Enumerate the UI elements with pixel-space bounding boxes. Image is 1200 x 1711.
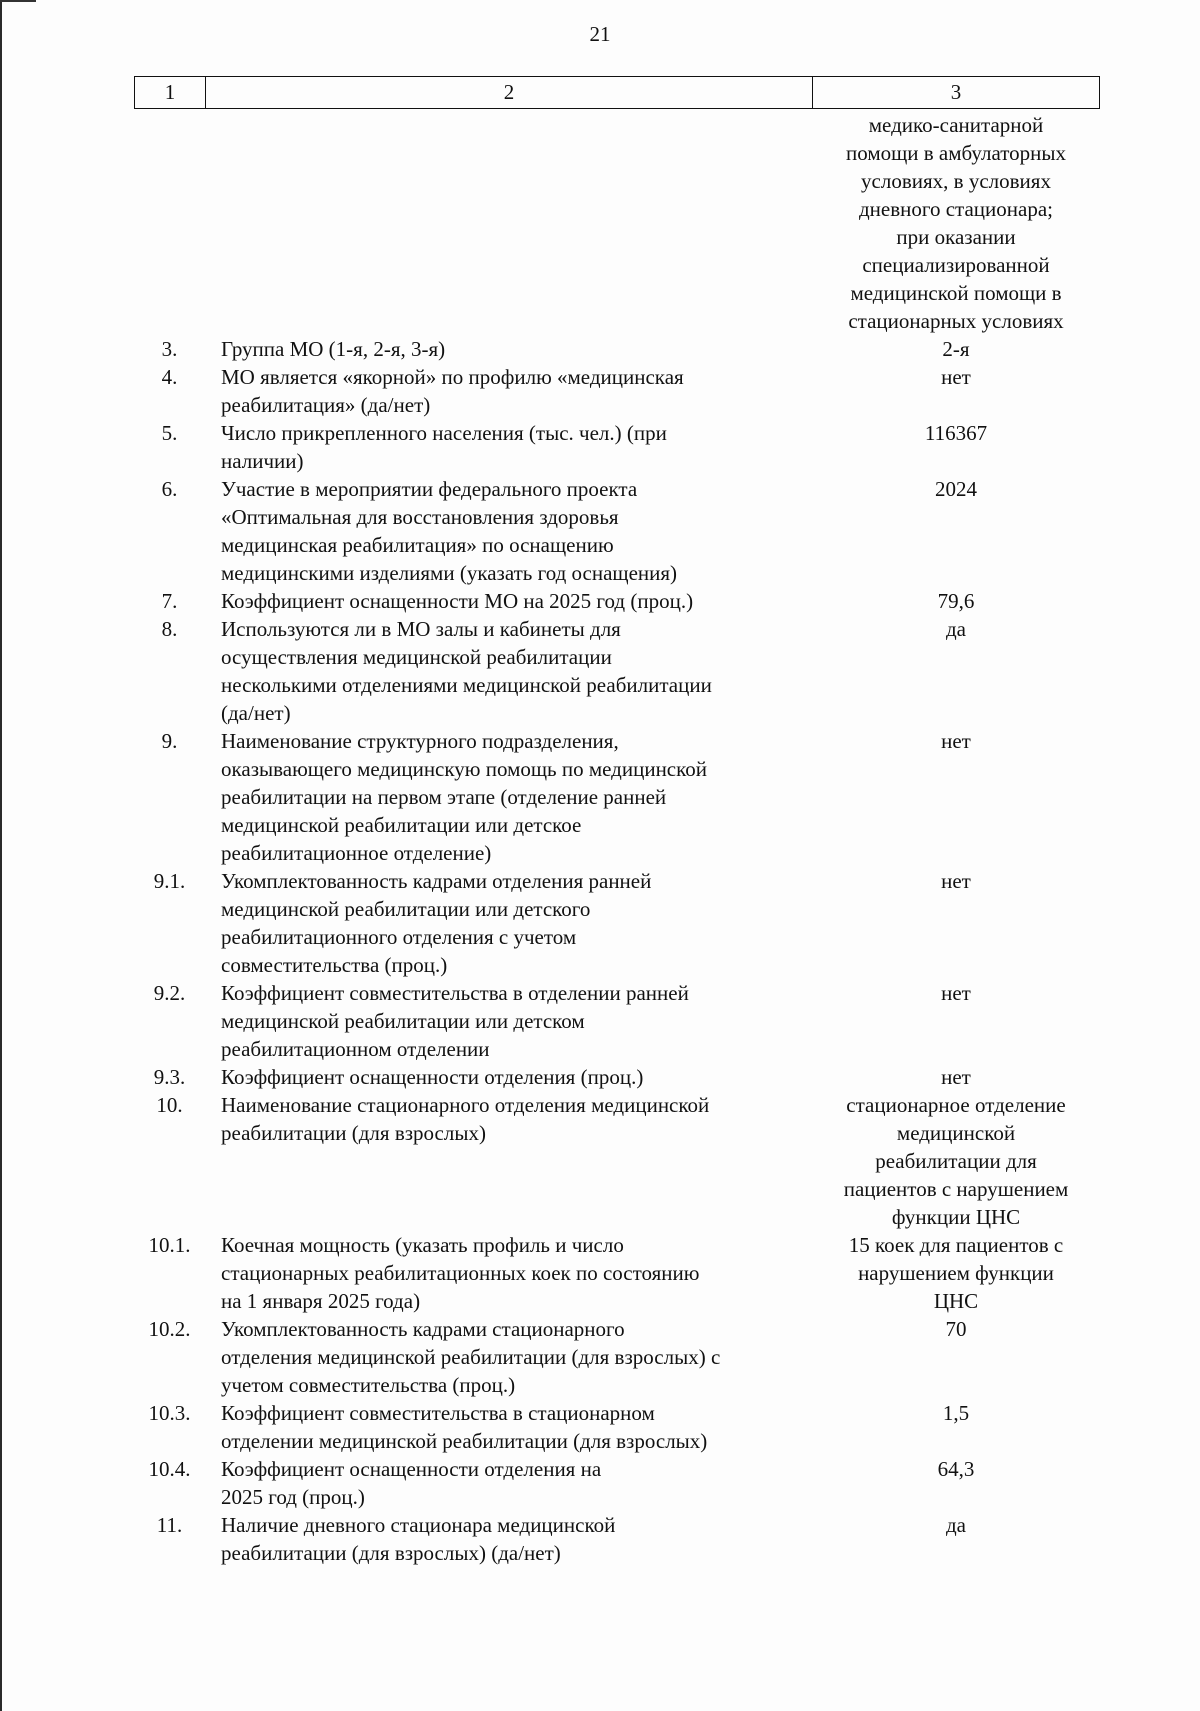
value-line: функции ЦНС (891, 1205, 1021, 1229)
value-line: да (945, 1513, 966, 1537)
description-line: Группа МО (1-я, 2-я, 3-я) (221, 337, 446, 361)
description-line: Коэффициент оснащенности отделения (проц.) (221, 1065, 644, 1089)
table-row (134, 1455, 1100, 1511)
row-value (812, 727, 1100, 867)
row-number: 9.1. (153, 869, 186, 893)
row-value (812, 419, 1100, 475)
row-value (812, 1231, 1100, 1315)
table-body (134, 111, 1100, 1567)
row-description (205, 615, 812, 727)
value-line: нарушением функции (858, 1261, 1054, 1285)
row-description (205, 1511, 812, 1567)
row-value (812, 1399, 1100, 1455)
description-line: медицинской реабилитации или детское (221, 813, 582, 837)
description-line: совместительства (проц.) (221, 953, 448, 977)
row-description (205, 335, 812, 363)
row-description (205, 1315, 812, 1399)
description-line: отделении медицинской реабилитации (для взрослых) (221, 1429, 708, 1453)
description-line: Число прикрепленного населения (тыс. чел.) (при (221, 421, 667, 445)
value-line: нет (941, 869, 971, 893)
table-row (134, 1315, 1100, 1399)
description-line: Коэффициент совместительства в стационарном (221, 1401, 655, 1425)
row-number: 9.3. (153, 1065, 186, 1089)
value-line: медико-санитарной (868, 113, 1044, 137)
value-line: 2-я (942, 337, 970, 361)
value-line: нет (941, 1065, 971, 1089)
row-number: 9. (161, 729, 178, 753)
row-description (205, 587, 812, 615)
row-value (812, 1511, 1100, 1567)
value-line: пациентов с нарушением (843, 1177, 1069, 1201)
row-value (812, 1315, 1100, 1399)
table-row (134, 335, 1100, 363)
value-line: реабилитации для (875, 1149, 1037, 1173)
row-number: 10.3. (148, 1401, 191, 1425)
description-line: медицинской реабилитации или детском (221, 1009, 585, 1033)
description-line: реабилитация» (да/нет) (221, 393, 431, 417)
description-line: осуществления медицинской реабилитации (221, 645, 612, 669)
value-line: да (945, 617, 966, 641)
description-line: Наименование стационарного отделения медицинской (221, 1093, 710, 1117)
description-line: Укомплектованность кадрами стационарного (221, 1317, 625, 1341)
row-value (812, 867, 1100, 979)
row-description (205, 1091, 812, 1231)
row-number: 8. (161, 617, 178, 641)
table-row (134, 419, 1100, 475)
description-line: Наличие дневного стационара медицинской (221, 1513, 616, 1537)
description-line: Наименование структурного подразделения, (221, 729, 619, 753)
description-line: (да/нет) (221, 701, 291, 725)
table-row (134, 1091, 1100, 1231)
row-value (812, 615, 1100, 727)
value-line: медицинской помощи в (850, 281, 1062, 305)
description-line: на 1 января 2025 года) (221, 1289, 421, 1313)
table-row (134, 1231, 1100, 1315)
description-line: оказывающего медицинскую помощь по медицинской (221, 757, 708, 781)
description-line: реабилитации на первом этапе (отделение ранней (221, 785, 667, 809)
row-number: 5. (161, 421, 178, 445)
value-line: условиях, в условиях (861, 169, 1051, 193)
row-description (205, 1455, 812, 1511)
value-line: медицинской (896, 1121, 1016, 1145)
value-line: 116367 (924, 421, 988, 445)
table-row (134, 1511, 1100, 1567)
scan-edge-top (0, 0, 36, 2)
description-line: отделения медицинской реабилитации (для взрослых) с (221, 1345, 721, 1369)
description-line: реабилитации (для взрослых) (221, 1121, 486, 1145)
table-header-row (134, 76, 1100, 109)
value-line: нет (941, 981, 971, 1005)
row-number: 6. (161, 477, 178, 501)
row-description (205, 1063, 812, 1091)
value-line: дневного стационара; (858, 197, 1053, 221)
value-line: 79,6 (937, 589, 975, 613)
row-description (205, 475, 812, 587)
row-number: 3. (161, 337, 178, 361)
description-line: Используются ли в МО залы и кабинеты для (221, 617, 621, 641)
value-line: 2024 (935, 477, 977, 501)
description-line: медицинской реабилитации или детского (221, 897, 591, 921)
value-line: стационарных условиях (848, 309, 1064, 333)
row-value (812, 363, 1100, 419)
value-line: 15 коек для пациентов с (848, 1233, 1064, 1257)
description-line: 2025 год (проц.) (221, 1485, 365, 1509)
value-line: помощи в амбулаторных (845, 141, 1067, 165)
row-description (205, 1399, 812, 1455)
row-description (205, 979, 812, 1063)
description-line: реабилитационное отделение) (221, 841, 492, 865)
table-row (134, 615, 1100, 727)
row-number: 7. (161, 589, 178, 613)
table-header-col-3: 3 (950, 80, 962, 104)
row-value (812, 335, 1100, 363)
value-line: 1,5 (942, 1401, 970, 1425)
description-line: Коечная мощность (указать профиль и число (221, 1233, 624, 1257)
row-value (812, 475, 1100, 587)
description-line: реабилитационном отделении (221, 1037, 490, 1061)
description-line: Участие в мероприятии федерального проекта (221, 477, 638, 501)
row-value (812, 1091, 1100, 1231)
row-value (812, 587, 1100, 615)
value-line: стационарное отделение (846, 1093, 1066, 1117)
row-value (812, 1063, 1100, 1091)
row-number (134, 111, 205, 335)
value-line: специализированной (862, 253, 1050, 277)
description-line: Коэффициент совместительства в отделении ранней (221, 981, 689, 1005)
table-row (134, 475, 1100, 587)
row-description (205, 867, 812, 979)
table-row (134, 867, 1100, 979)
description-line: наличии) (221, 449, 304, 473)
description-line: реабилитационного отделения с учетом (221, 925, 577, 949)
description-line: реабилитации (для взрослых) (да/нет) (221, 1541, 561, 1565)
row-description (205, 727, 812, 867)
description-line: Коэффициент оснащенности МО на 2025 год (проц.) (221, 589, 694, 613)
description-line: «Оптимальная для восстановления здоровья (221, 505, 619, 529)
table-row (134, 727, 1100, 867)
row-number: 10.4. (148, 1457, 191, 1481)
table-row (134, 587, 1100, 615)
row-value (812, 1455, 1100, 1511)
value-line: ЦНС (933, 1289, 979, 1313)
value-line: 70 (945, 1317, 967, 1341)
description-line: Коэффициент оснащенности отделения на (221, 1457, 602, 1481)
description-line: несколькими отделениями медицинской реабилитации (221, 673, 712, 697)
row-value (812, 979, 1100, 1063)
value-line: 64,3 (937, 1457, 975, 1481)
row-number: 10.1. (148, 1233, 191, 1257)
row-description (205, 419, 812, 475)
table-header-col-1: 1 (135, 77, 206, 108)
table-row (134, 1063, 1100, 1091)
scan-edge-left (0, 0, 2, 1711)
description-line: медицинская реабилитация» по оснащению (221, 533, 614, 557)
value-line: при оказании (896, 225, 1016, 249)
table-row (134, 979, 1100, 1063)
page-number: 21 (589, 22, 611, 46)
row-number: 10.2. (148, 1317, 191, 1341)
table-header-col-2: 2 (206, 77, 813, 108)
value-line: нет (941, 365, 971, 389)
table-row (134, 1399, 1100, 1455)
row-number: 11. (156, 1513, 183, 1537)
description-line: медицинскими изделиями (указать год оснащения) (221, 561, 678, 585)
description-line: стационарных реабилитационных коек по состоянию (221, 1261, 700, 1285)
description-line: Укомплектованность кадрами отделения ранней (221, 869, 652, 893)
row-description (205, 363, 812, 419)
table-row (134, 363, 1100, 419)
table-row (134, 111, 1100, 335)
row-number: 4. (161, 365, 178, 389)
row-value (812, 111, 1100, 335)
description-line: МО является «якорной» по профилю «медицинская (221, 365, 684, 389)
row-description (205, 1231, 812, 1315)
value-line: нет (941, 729, 971, 753)
row-description (205, 111, 812, 335)
row-number: 10. (156, 1093, 183, 1117)
row-number: 9.2. (153, 981, 186, 1005)
description-line: учетом совместительства (проц.) (221, 1373, 516, 1397)
